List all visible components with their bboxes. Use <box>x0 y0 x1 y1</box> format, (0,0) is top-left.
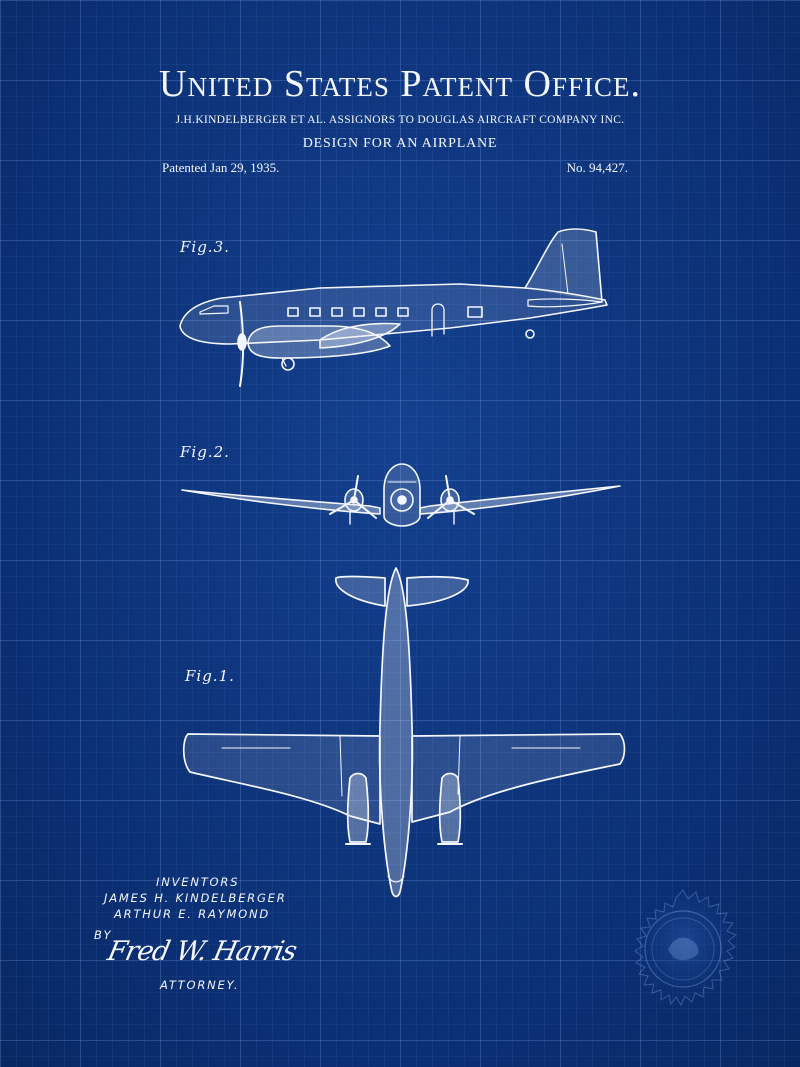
patented-date: Patented Jan 29, 1935. <box>162 160 280 175</box>
page-title: United States Patent Office. <box>159 63 641 105</box>
by-label: BY <box>94 928 113 942</box>
inventors-heading: INVENTORS <box>156 875 240 889</box>
plan-view-drawing <box>180 566 630 902</box>
fig2-label: Fig.2. <box>180 443 230 461</box>
assignors-line: J.H.KINDELBERGER ET AL. ASSIGNORS TO DOUGLAS AIRCRAFT COMPANY INC. <box>175 114 625 126</box>
fig1-label: Fig.1. <box>185 667 235 685</box>
inventor-name: ARTHUR E. RAYMOND <box>114 907 271 921</box>
design-title: DESIGN FOR AN AIRPLANE <box>302 136 498 151</box>
side-view-drawing <box>170 222 620 392</box>
fig3-label: Fig.3. <box>180 238 230 256</box>
attorney-signature: Fred W. Harris <box>104 936 299 967</box>
attorney-label: ATTORNEY. <box>160 978 240 992</box>
patent-number: No. 94,427. <box>566 160 628 175</box>
front-view-drawing <box>180 460 625 530</box>
inventor-name: JAMES H. KINDELBERGER <box>104 891 287 905</box>
patent-seal-icon <box>622 888 744 1010</box>
